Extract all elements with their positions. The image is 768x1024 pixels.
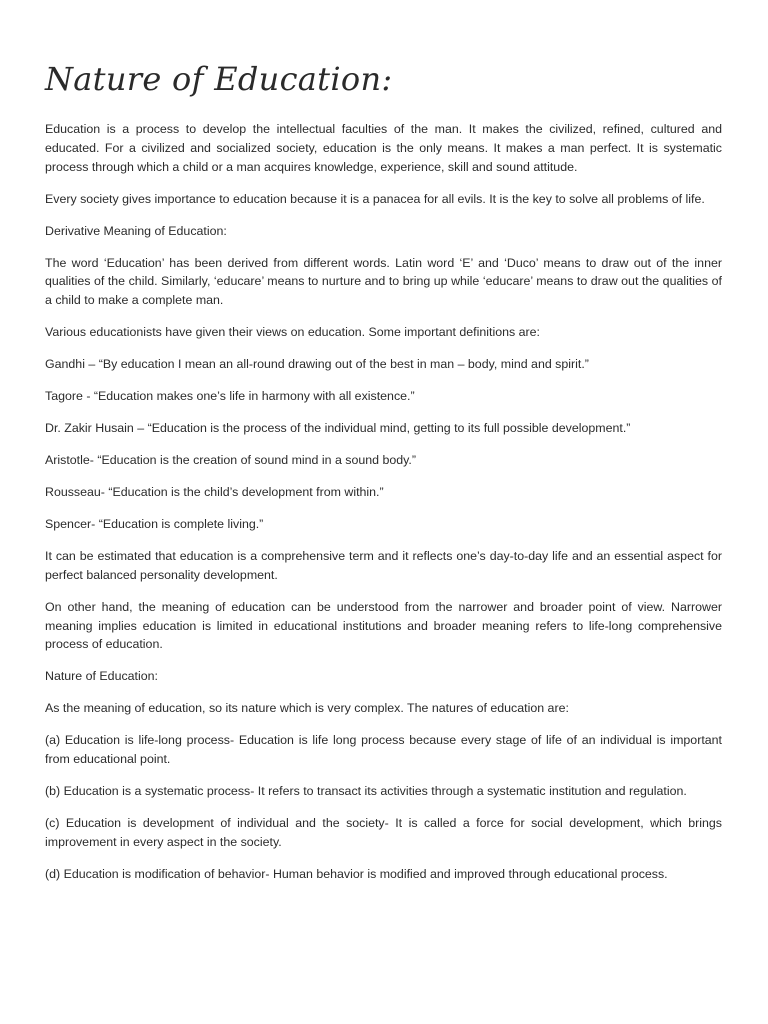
page-title: Nature of Education: — [45, 60, 393, 98]
nature-item-a: (a) Education is life-long process- Education is life long process because every stage of life of an individual is important from educational point. — [45, 733, 722, 767]
section-heading-derivative-meaning: Derivative Meaning of Education: — [45, 223, 227, 238]
section-heading-nature: Nature of Education: — [45, 669, 158, 684]
nature-item-b: (b) Education is a systematic process- It refers to transact its activities through a systematic institution and regulation. — [45, 784, 687, 799]
nature-item-c: (c) Education is development of individual and the society- It is called a force for social development, which brings improvement in every aspect in the society. — [45, 816, 722, 849]
definition-zakir-husain: Dr. Zakir Husain – “Education is the process of the individual mind, getting to its full possible development.” — [45, 421, 631, 436]
definition-rousseau: Rousseau- “Education is the child’s development from within.” — [45, 485, 384, 500]
paragraph-nature-intro: As the meaning of education, so its nature which is very complex. The natures of education are: — [45, 701, 569, 716]
nature-item-d: (d) Education is modification of behavior- Human behavior is modified and improved through educational process. — [45, 866, 668, 881]
paragraph-comprehensive-term: It can be estimated that education is a comprehensive term and it reflects one’s day-to-day life and an essential aspect for perfect balanced personality development. — [45, 549, 722, 582]
paragraph-narrow-broad: On other hand, the meaning of education can be understood from the narrower and broader point of view. Narrower meaning implies education is limited in educational institutions and broader meaning refers to life-long comprehensive process of education. — [45, 599, 722, 652]
paragraph-derivation: The word ‘Education’ has been derived from different words. Latin word ‘E’ and ‘Duco’ means to draw out of the inner qualities of the child. Similarly, ‘educare’ means to nurture and to bring up while ‘educare’ means to draw out the qualities of a child to make a complete man. — [45, 255, 722, 308]
paragraph-definitions-intro: Various educationists have given their views on education. Some important definitions are: — [45, 325, 540, 340]
definition-gandhi: Gandhi – “By education I mean an all-round drawing out of the best in man – body, mind and spirit.” — [45, 357, 589, 372]
paragraph-importance: Every society gives importance to education because it is a panacea for all evils. It is the key to solve all problems of life. — [45, 191, 705, 206]
definition-aristotle: Aristotle- “Education is the creation of sound mind in a sound body.” — [45, 453, 417, 468]
paragraph-intro: Education is a process to develop the intellectual faculties of the man. It makes the civilized, refined, cultured and educated. For a civilized and socialized society, education is the only means. It makes a man perfect. It is systematic process through which a child or a man acquires knowledge, experience, skill and sound attitude. — [45, 122, 722, 174]
definition-spencer: Spencer- “Education is complete living.” — [45, 517, 264, 532]
definition-tagore: Tagore - “Education makes one’s life in harmony with all existence.” — [45, 389, 415, 404]
